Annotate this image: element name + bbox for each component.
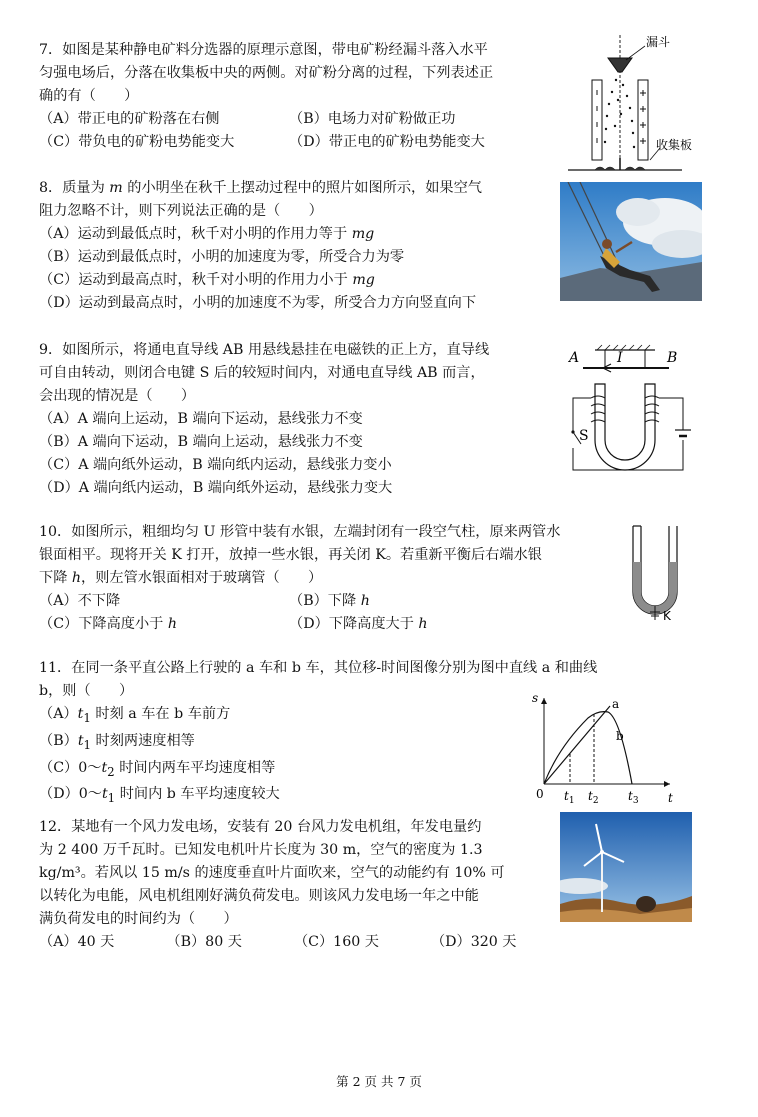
q8-option-a: （A）运动到最低点时，秋千对小明的作用力等于 mg bbox=[39, 226, 375, 242]
t3-label: $t_3$ bbox=[628, 789, 639, 806]
q7-option-c: （C）带负电的矿粉电势能变大 bbox=[39, 134, 235, 150]
q12-option-d: （D）320 天 bbox=[430, 934, 517, 950]
wind-turbine-image bbox=[560, 812, 692, 922]
question-9 bbox=[39, 339, 489, 500]
label-k: K bbox=[663, 609, 671, 623]
page-footer: 第 2 页 共 7 页 bbox=[336, 1074, 422, 1089]
electromagnet-diagram bbox=[565, 340, 695, 480]
q9-line-1: 9．如图所示，将通电直导线 AB 用悬线悬挂在电磁铁的正上方，直导线 bbox=[39, 342, 490, 358]
q8-line-1: 8．质量为 m 的小明坐在秋千上摆动过程中的照片如图所示，如果空气 bbox=[39, 180, 482, 196]
question-8 bbox=[39, 177, 482, 315]
q12-option-a: （A）40 天 bbox=[39, 934, 115, 950]
q9-line-3: 会出现的情况是（ ） bbox=[39, 388, 196, 404]
q9-option-b: （B）A 端向下运动，B 端向上运动，悬线张力不变 bbox=[39, 434, 363, 450]
curve-b-label: b bbox=[616, 729, 624, 743]
question-10 bbox=[39, 521, 560, 636]
funnel-icon bbox=[608, 58, 632, 72]
separator-diagram bbox=[560, 30, 710, 180]
label-s: S bbox=[579, 428, 589, 444]
q10-u-tube-figure bbox=[625, 522, 695, 627]
q7-line-3: 确的有（ ） bbox=[39, 88, 139, 104]
line-a-label: a bbox=[612, 697, 620, 711]
label-i: I bbox=[617, 350, 623, 366]
q10-option-c: （C）下降高度小于 h bbox=[39, 616, 178, 632]
q7-line-2: 匀强电场后，分落在收集板中央的两侧。对矿粉分离的过程，下列表述正 bbox=[39, 65, 494, 81]
question-12 bbox=[39, 816, 568, 954]
q8-option-b: （B）运动到最低点时，小明的加速度为零，所受合力为零 bbox=[39, 249, 405, 265]
q12-option-b: （B）80 天 bbox=[166, 934, 242, 950]
q12-line-1: 12．某地有一个风力发电场，安装有 20 台风力发电机组，年发电量约 bbox=[39, 819, 482, 835]
mass-symbol: m bbox=[109, 180, 123, 196]
t1-label: $t_1$ bbox=[564, 789, 575, 806]
q11-option-a: $(A)t_1$ 时刻 a 车在 b 车前方 bbox=[39, 706, 231, 725]
q12-line-2: 为 2 400 万千瓦时。已知发电机叶片长度为 30 m，空气的密度为 1.3 bbox=[39, 842, 483, 858]
q11-line-2: b，则（ ） bbox=[39, 683, 134, 699]
q10-option-a: （A）不下降 bbox=[39, 593, 121, 609]
curve-b bbox=[544, 712, 632, 784]
q7-option-a: （A）带正电的矿粉落在右侧 bbox=[39, 111, 220, 127]
plate-label: 收集板 bbox=[656, 138, 693, 152]
q12-line-4: 以转化为电能，风电机组刚好满负荷发电。则该风力发电场一年之中能 bbox=[39, 888, 479, 904]
line-a bbox=[544, 706, 610, 784]
q11-option-d: $(D)0\sim t_1$ 时间内 b 车平均速度较大 bbox=[39, 786, 280, 806]
q10-line-1: 10．如图所示，粗细均匀 U 形管中装有水银，左端封闭有一段空气柱，原来两管水 bbox=[39, 524, 561, 540]
q7-option-d: （D）带正电的矿粉电势能变大 bbox=[289, 134, 485, 150]
question-7 bbox=[39, 39, 539, 154]
q12-line-3: kg/m³。若风以 15 m/s 的速度垂直叶片面吹来，空气的动能约有 10% 可 bbox=[39, 865, 505, 881]
question-11 bbox=[39, 657, 597, 810]
q9-option-d: （D）A 端向纸内运动，B 端向纸外运动，悬线张力变大 bbox=[39, 480, 393, 496]
q7-line-1: 7．如图是某种静电矿料分选器的原理示意图，带电矿粉经漏斗落入水平 bbox=[39, 42, 488, 58]
q10-line-2: 银面相平。现将开关 K 打开，放掉一些水银，再关闭 K。若重新平衡后右端水银 bbox=[39, 547, 542, 563]
q11-option-b: $(B)t_1$ 时刻两速度相等 bbox=[39, 732, 195, 752]
q10-option-d: （D）下降高度大于 h bbox=[289, 616, 428, 632]
q9-option-a: （A）A 端向上运动，B 端向下运动，悬线张力不变 bbox=[39, 411, 363, 427]
q8-swing-photo bbox=[560, 182, 702, 301]
x-axis-label: t bbox=[668, 791, 673, 805]
swing-photo-image bbox=[560, 182, 702, 301]
funnel-label: 漏斗 bbox=[646, 35, 671, 49]
u-tube-diagram bbox=[625, 522, 695, 627]
q8-line-2: 阻力忽略不计，则下列说法正确的是（ ） bbox=[39, 203, 323, 219]
q11-line-1: 11．在同一条平直公路上行驶的 a 车和 b 车，其位移-时间图像分别为图中直线 a 和曲线 bbox=[39, 660, 598, 676]
q10-option-b: （B）下降 h bbox=[289, 593, 370, 609]
label-a: A bbox=[569, 350, 580, 366]
q12-wind-turbine-photo bbox=[560, 812, 692, 922]
q11-option-c: $(C)0\sim t_2$ 时间内两车平均速度相等 bbox=[39, 759, 276, 779]
q9-electromagnet-figure bbox=[565, 340, 695, 480]
q7-option-b: （B）电场力对矿粉做正功 bbox=[289, 111, 456, 127]
q11-st-graph bbox=[528, 688, 678, 806]
label-b: B bbox=[667, 350, 678, 366]
q9-option-c: （C）A 端向纸外运动，B 端向纸内运动，悬线张力变小 bbox=[39, 457, 392, 473]
q8-option-d: （D）运动到最高点时，小明的加速度不为零，所受合力方向竖直向下 bbox=[39, 295, 477, 311]
q12-line-5: 满负荷发电的时间约为（ ） bbox=[39, 911, 238, 927]
q7-separator-figure bbox=[560, 30, 710, 180]
origin-label: 0 bbox=[536, 787, 544, 801]
t2-label: $t_2$ bbox=[588, 789, 599, 806]
q9-line-2: 可自由转动，则闭合电键 S 后的较短时间内，对通电直导线 AB 而言， bbox=[39, 365, 485, 381]
q12-option-c: （C）160 天 bbox=[293, 934, 379, 950]
q10-line-3: 下降 h，则左管水银面相对于玻璃管（ ） bbox=[39, 570, 323, 586]
q8-option-c: （C）运动到最高点时，秋千对小明的作用力小于 mg bbox=[39, 272, 375, 288]
st-graph-svg bbox=[528, 688, 678, 806]
y-axis-label: s bbox=[532, 691, 539, 705]
